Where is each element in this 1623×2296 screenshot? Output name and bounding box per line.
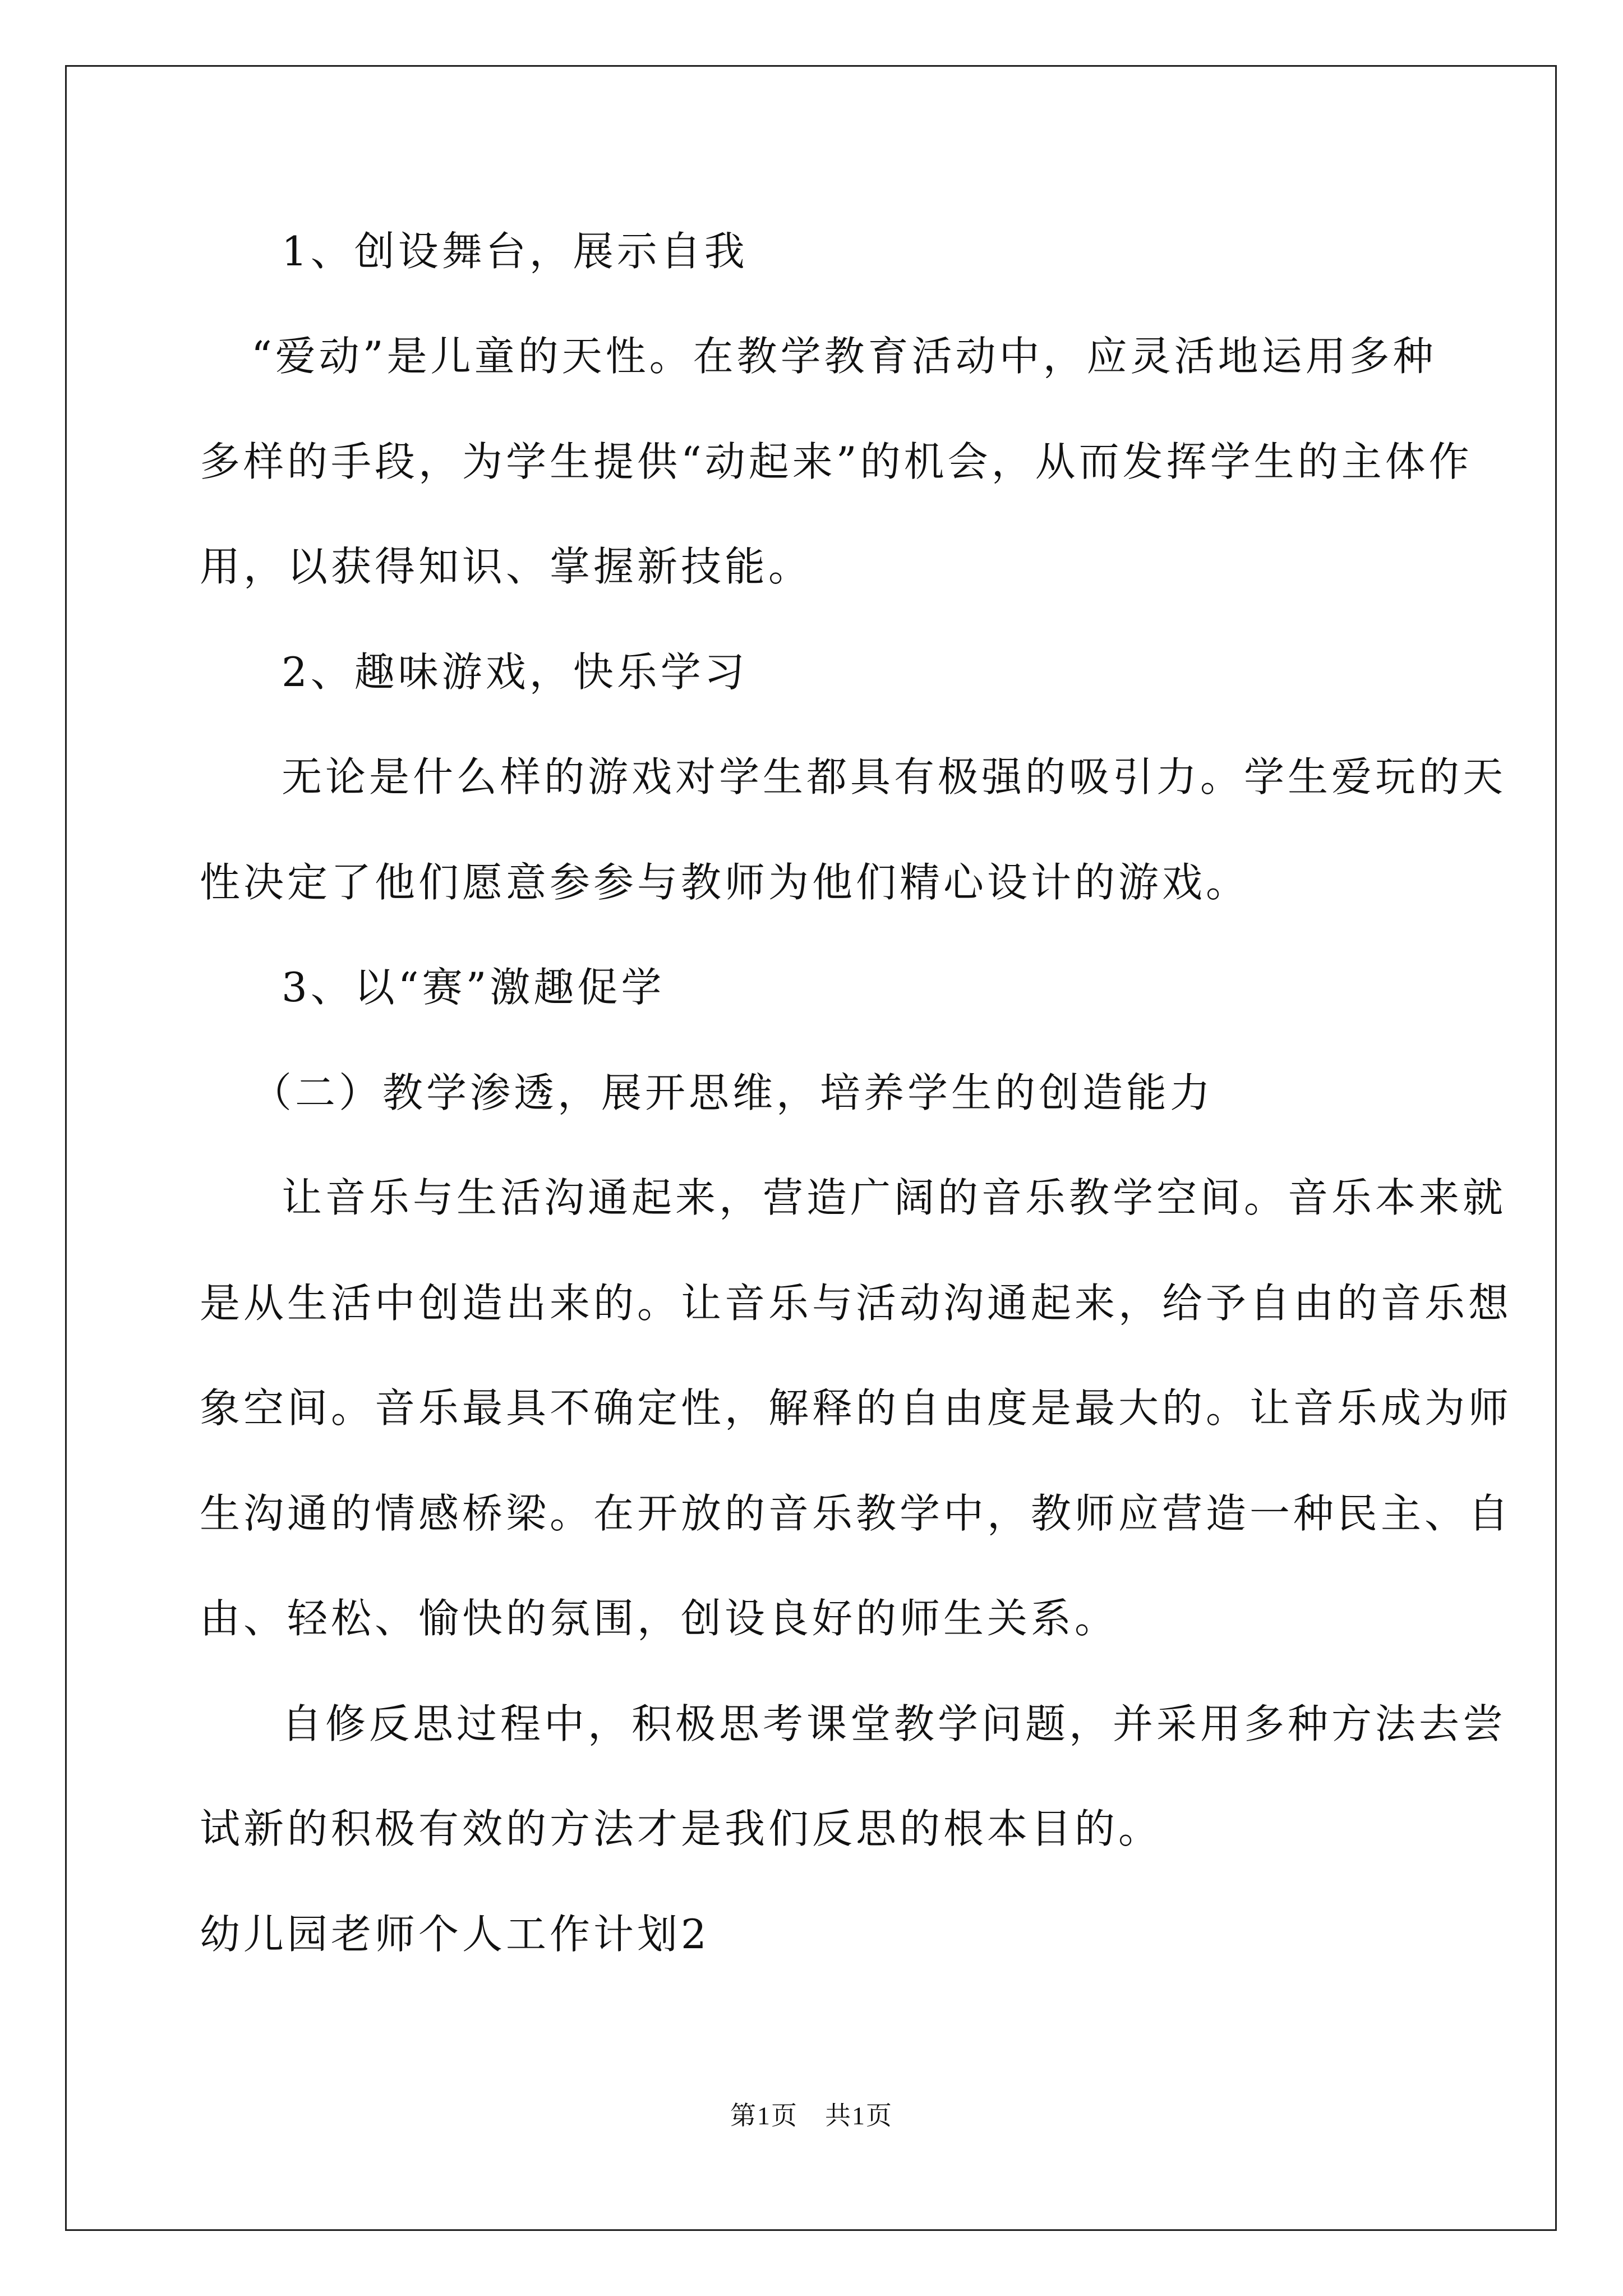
page-number-footer: 第1页 共1页 <box>730 2101 893 2130</box>
paragraph-line: 多样的手段，为学生提供“动起来”的机会，从而发挥学生的主体作 <box>200 438 1473 485</box>
paragraph-line: 是从生活中创造出来的。让音乐与活动沟通起来，给予自由的音乐想 <box>200 1280 1513 1327</box>
heading-2: 2、趣味游戏，快乐学习 <box>282 648 748 696</box>
paragraph-line: 让音乐与生活沟通起来，营造广阔的音乐教学空间。音乐本来就 <box>282 1174 1507 1221</box>
document-body <box>200 0 1513 2132</box>
paragraph-line: 由、轻松、愉快的氛围，创设良好的师生关系。 <box>200 1595 1119 1642</box>
heading-3: 3、以“赛”激趣促学 <box>282 964 665 1011</box>
paragraph-line: 用，以获得知识、掌握新技能。 <box>200 543 813 590</box>
paragraph-line: 生沟通的情感桥梁。在开放的音乐教学中，教师应营造一种民主、自 <box>200 1490 1513 1537</box>
paragraph-line: 自修反思过程中，积极思考课堂教学问题，并采用多种方法去尝 <box>282 1700 1507 1747</box>
paragraph-line: 象空间。音乐最具不确定性，解释的自由度是最大的。让音乐成为师 <box>200 1384 1513 1432</box>
paragraph-line: 试新的积极有效的方法才是我们反思的根本目的。 <box>200 1805 1163 1852</box>
heading-1: 1、创设舞台，展示自我 <box>282 228 748 275</box>
paragraph-line: 无论是什么样的游戏对学生都具有极强的吸引力。学生爱玩的天 <box>282 753 1507 800</box>
document-title: 幼儿园老师个人工作计划2 <box>200 1911 710 1958</box>
paragraph-line: 性决定了他们愿意参参与教师为他们精心设计的游戏。 <box>200 859 1250 906</box>
paragraph-line: “爱动”是儿童的天性。在教学教育活动中，应灵活地运用多种 <box>251 333 1437 380</box>
section-heading: （二）教学渗透，展开思维，培养学生的创造能力 <box>251 1069 1214 1116</box>
